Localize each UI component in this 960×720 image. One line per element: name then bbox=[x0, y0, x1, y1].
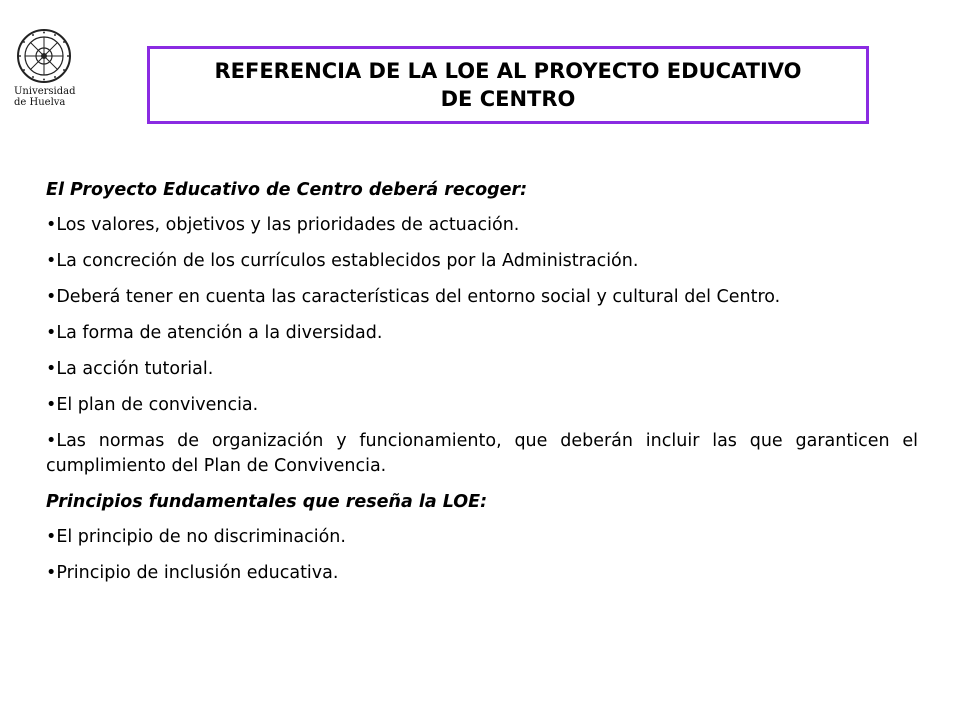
list-item bbox=[46, 561, 918, 586]
list-item bbox=[46, 525, 918, 550]
list-item bbox=[46, 393, 918, 418]
university-logo bbox=[8, 28, 80, 118]
list-item-text: Las normas de organización y funcionamiento, que deberán incluir las que garanticen el cumplimiento del Plan de Convivencia. bbox=[46, 431, 918, 476]
section-heading-principles: Principios fundamentales que reseña la LOE: bbox=[46, 492, 488, 512]
bullet-icon: • bbox=[46, 527, 57, 547]
page-title-line-2: DE CENTRO bbox=[440, 87, 576, 111]
university-seal-icon bbox=[8, 28, 80, 84]
list-item bbox=[46, 285, 918, 310]
page-title-line-1: REFERENCIA DE LA LOE AL PROYECTO EDUCATIVO bbox=[214, 59, 802, 83]
section-heading-requirements: El Proyecto Educativo de Centro deberá recoger: bbox=[46, 180, 528, 200]
bullet-icon: • bbox=[46, 359, 57, 379]
list-item-text: Los valores, objetivos y las prioridades de actuación. bbox=[56, 215, 520, 235]
slide-content bbox=[46, 178, 918, 597]
bullet-icon: • bbox=[46, 431, 57, 451]
list-item bbox=[46, 321, 918, 346]
list-item-text: La acción tutorial. bbox=[56, 359, 214, 379]
logo-line-2: de Huelva bbox=[14, 97, 66, 108]
list-item-text: La concreción de los currículos establecidos por la Administración. bbox=[56, 251, 639, 271]
university-logo-wordmark bbox=[14, 86, 76, 108]
list-item-text: Deberá tener en cuenta las características del entorno social y cultural del Centro. bbox=[56, 287, 781, 307]
list-item bbox=[46, 213, 918, 238]
logo-line-1: Universidad bbox=[14, 86, 76, 97]
list-item bbox=[46, 249, 918, 274]
list-item-text: La forma de atención a la diversidad. bbox=[56, 323, 383, 343]
list-item bbox=[46, 429, 918, 479]
bullet-icon: • bbox=[46, 251, 57, 271]
bullet-icon: • bbox=[46, 215, 57, 235]
list-item-text: El principio de no discriminación. bbox=[56, 527, 346, 547]
title-box bbox=[147, 46, 869, 124]
bullet-icon: • bbox=[46, 395, 57, 415]
bullet-icon: • bbox=[46, 287, 57, 307]
list-item-text: El plan de convivencia. bbox=[56, 395, 259, 415]
bullet-icon: • bbox=[46, 323, 57, 343]
list-item-text: Principio de inclusión educativa. bbox=[56, 563, 339, 583]
bullet-icon: • bbox=[46, 563, 57, 583]
list-item bbox=[46, 357, 918, 382]
